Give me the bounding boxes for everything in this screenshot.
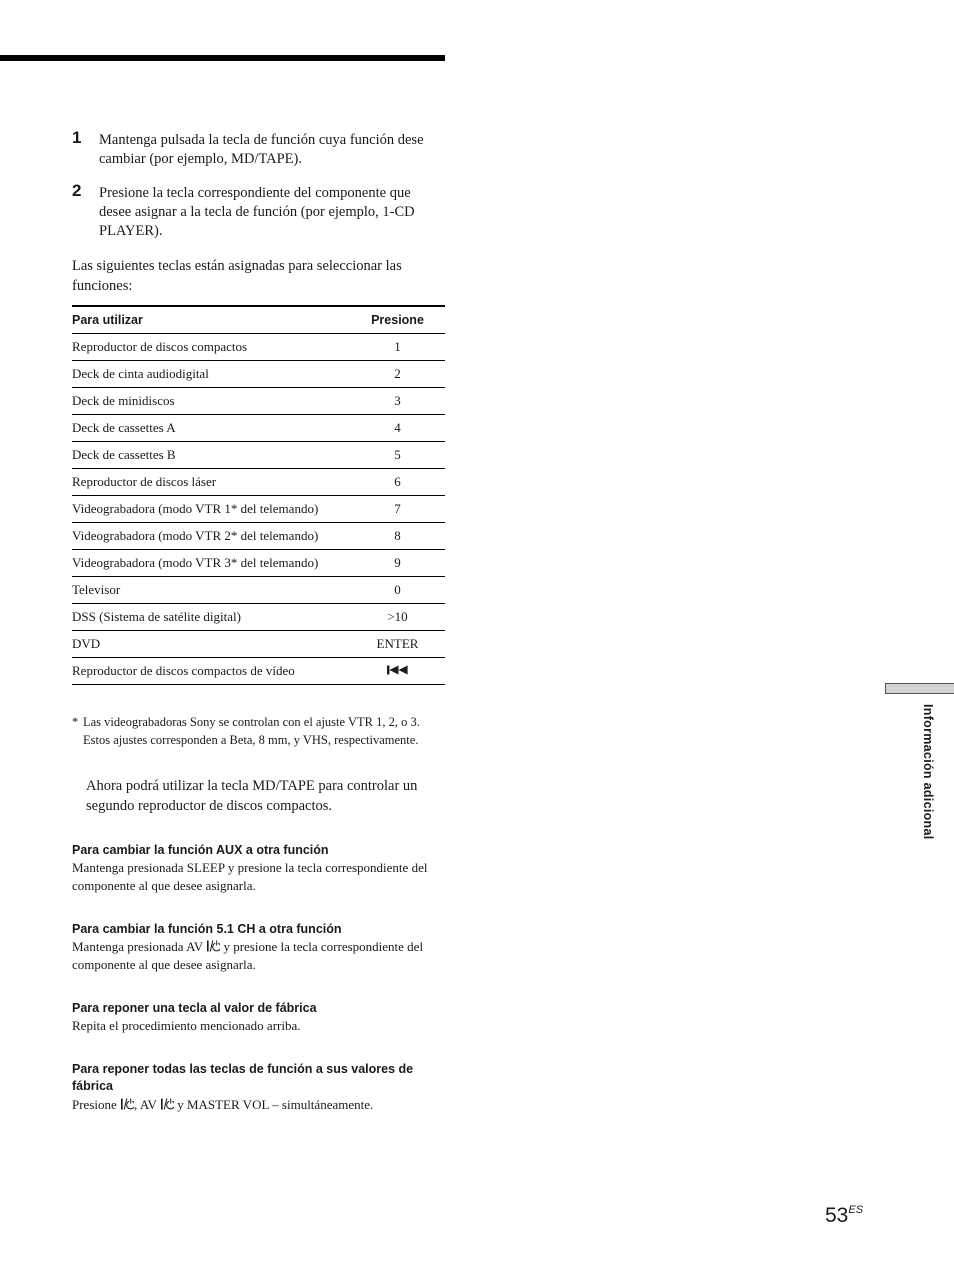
table-row: [72, 604, 445, 631]
section-heading: Para reponer todas las teclas de función a sus valores de fábrica: [72, 1062, 414, 1093]
table-row: [72, 550, 445, 577]
table-cell-press: 2: [350, 361, 445, 388]
table-cell-press: 7: [350, 496, 445, 523]
step-text: Presione la tecla correspondiente del componente que desee asignar a la tecla de función (por ejemplo, 1-CD PLAYER).: [99, 185, 415, 239]
table-cell-press: 3: [350, 388, 445, 415]
section-body-part: y presione la tecla correspondiente del componente al que desee asignarla.: [72, 939, 424, 972]
table-cell-use: Reproductor de discos láser: [72, 469, 350, 496]
skip-previous-icon: [386, 665, 410, 675]
table-row: [72, 577, 445, 604]
table-row: [72, 442, 445, 469]
section-body-part: y MASTER VOL – simultáneamente.: [173, 1097, 374, 1112]
table-cell-press: [350, 658, 445, 685]
section-heading: Para cambiar la función 5.1 CH a otra función: [72, 922, 342, 936]
table-cell-use: Reproductor de discos compactos de vídeo: [72, 658, 350, 685]
table-row: [72, 361, 445, 388]
section-body: [72, 938, 447, 974]
column-header-use: Para utilizar: [72, 306, 350, 334]
power-icon: [160, 1098, 174, 1110]
power-icon: [206, 940, 220, 952]
table-cell-use: Videograbadora (modo VTR 2* del telemando): [72, 523, 350, 550]
intro-text: Las siguientes teclas están asignadas para seleccionar las funciones:: [72, 258, 402, 294]
footnote-text: Las videograbadoras Sony se controlan con el ajuste VTR 1, 2, o 3. Estos ajustes corresponden a Beta, 8 mm, y VHS, respectivamente.: [83, 715, 420, 747]
page-number-suffix: ES: [848, 1204, 864, 1216]
table-cell-press: ENTER: [350, 631, 445, 658]
table-row: [72, 496, 445, 523]
table-cell-use: Televisor: [72, 577, 350, 604]
table-row: [72, 415, 445, 442]
table-cell-use: Videograbadora (modo VTR 3* del telemando): [72, 550, 350, 577]
table-row: [72, 631, 445, 658]
step-number: 2: [72, 181, 82, 200]
function-table: [72, 305, 445, 685]
table-header-row: [72, 306, 445, 334]
page-number-value: 53: [825, 1204, 849, 1227]
section-body-part: Presione: [72, 1097, 121, 1112]
table-cell-press: >10: [350, 604, 445, 631]
table-cell-press: 0: [350, 577, 445, 604]
table-cell-press: 4: [350, 415, 445, 442]
section-body-part: Mantenga presionada AV: [72, 939, 207, 954]
section-body: [72, 1096, 447, 1114]
section-heading: Para reponer una tecla al valor de fábrica: [72, 1001, 317, 1015]
table-cell-use: Deck de minidiscos: [72, 388, 350, 415]
table-cell-use: DSS (Sistema de satélite digital): [72, 604, 350, 631]
table-cell-press: 6: [350, 469, 445, 496]
table-cell-use: Deck de cassettes A: [72, 415, 350, 442]
table-cell-use: Deck de cassettes B: [72, 442, 350, 469]
table-row: [72, 469, 445, 496]
table-cell-press: 9: [350, 550, 445, 577]
power-icon: [120, 1098, 134, 1110]
note-text: Ahora podrá utilizar la tecla MD/TAPE para controlar un segundo reproductor de discos compactos.: [86, 778, 418, 814]
table-row: [72, 388, 445, 415]
table-cell-press: 5: [350, 442, 445, 469]
footnote: [72, 713, 447, 749]
section-body: Repita el procedimiento mencionado arriba.: [72, 1018, 301, 1033]
table-cell-press: 8: [350, 523, 445, 550]
table-cell-use: Videograbadora (modo VTR 1* del telemando): [72, 496, 350, 523]
step-1: [72, 128, 445, 169]
table-cell-use: Reproductor de discos compactos: [72, 334, 350, 361]
step-text: Mantenga pulsada la tecla de función cuya función dese cambiar (por ejemplo, MD/TAPE).: [99, 132, 424, 167]
side-tab-marker: [885, 683, 954, 694]
table-row: [72, 523, 445, 550]
table-row: [72, 334, 445, 361]
table-cell-use: DVD: [72, 631, 350, 658]
side-tab-label: Información adicional: [921, 704, 935, 840]
table-cell-press: 1: [350, 334, 445, 361]
section-body: Mantenga presionada SLEEP y presione la tecla correspondiente del componente al que desee asignarla.: [72, 860, 428, 893]
step-2: [72, 181, 445, 241]
top-rule: [0, 55, 445, 61]
section-body-part: , AV: [134, 1097, 160, 1112]
table-cell-use: Deck de cinta audiodigital: [72, 361, 350, 388]
column-header-press: Presione: [350, 306, 445, 334]
table-row: [72, 658, 445, 685]
page-number: [825, 1204, 863, 1228]
footnote-marker: *: [72, 715, 79, 729]
step-number: 1: [72, 128, 82, 147]
section-heading: Para cambiar la función AUX a otra función: [72, 843, 329, 857]
